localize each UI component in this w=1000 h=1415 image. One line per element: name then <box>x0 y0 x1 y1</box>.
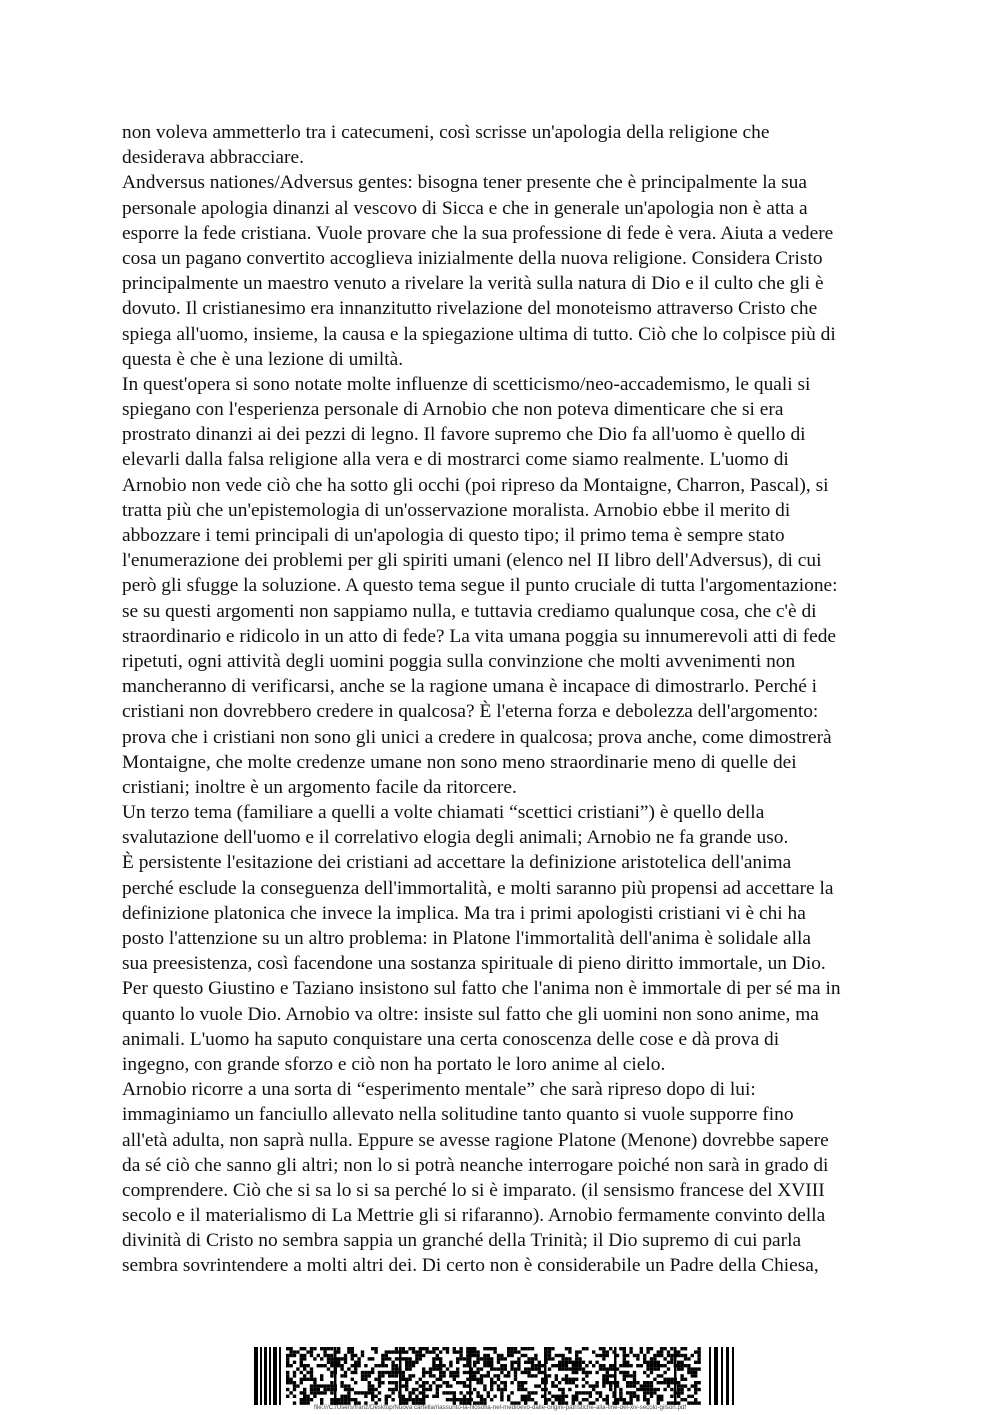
text-line: cosa un pagano convertito accoglieva inizialmente della nuova religione. Considera Cristo <box>122 247 823 269</box>
text-line: desiderava abbracciare. <box>122 147 304 169</box>
text-line: da sé ciò che sanno gli altri; non lo si potrà neanche interrogare poiché non sarà in grado di <box>122 1154 829 1176</box>
text-line: esporre la fede cristiana. Vuole provare che la sua professione di fede è vera. Aiuta a vedere <box>122 222 834 244</box>
text-line: all'età adulta, non saprà nulla. Eppure se avesse ragione Platone (Menone) dovrebbe sapere <box>122 1129 829 1151</box>
text-line: sua preesistenza, così facendone una sostanza spirituale di pieno diritto immortale, un Dio. <box>122 953 826 975</box>
text-line: È persistente l'esitazione dei cristiani ad accettare la definizione aristotelica dell'anima <box>122 852 792 874</box>
text-line: l'enumerazione dei problemi per gli spiriti umani (elenco nel II libro dell'Adversus), di cui <box>122 550 822 572</box>
text-line: tratta più che un'epistemologia di un'osservazione moralista. Arnobio ebbe il merito di <box>122 499 791 521</box>
text-line: Arnobio non vede ciò che ha sotto gli occhi (poi ripreso da Montaigne, Charron, Pascal), si <box>122 474 829 496</box>
text-line: posto l'attenzione su un altro problema: in Platone l'immortalità dell'anima è solidale alla <box>122 928 811 949</box>
text-line: In quest'opera si sono notate molte influenze di scetticismo/neo-accademismo, le quali si <box>122 373 811 395</box>
text-line: se su questi argomenti non sappiamo nulla, e tuttavia crediamo qualunque cosa, che c'è di <box>122 600 817 622</box>
text-line: Andversus nationes/Adversus gentes: bisogna tener presente che è principalmente la sua <box>122 172 807 194</box>
text-line: questa è che è una lezione di umiltà. <box>122 348 404 370</box>
text-line: divinità di Cristo no sembra sappia un granché della Trinità; il Dio supremo di cui parla <box>122 1230 802 1252</box>
text-line: quanto lo vuole Dio. Arnobio va oltre: insiste sul fatto che gli uomini non sono anime, ma <box>122 1003 819 1025</box>
text-line: ripetuti, ogni attività degli uomini poggia sulla convinzione che molti avvenimenti non <box>122 650 796 672</box>
text-line: prova che i cristiani non sono gli unici a credere in qualcosa; prova anche, come dimostrerà <box>122 726 832 748</box>
text-line: secolo e il materialismo di La Mettrie gli si rifaranno). Arnobio fermamente convinto della <box>122 1205 826 1227</box>
text-line: personale apologia dinanzi al vescovo di Sicca e che in generale un'apologia non è atta a <box>122 197 808 219</box>
text-line: non voleva ammetterlo tra i catecumeni, così scrisse un'apologia della religione che <box>122 122 770 143</box>
text-line: però gli sfugge la soluzione. A questo tema segue il punto cruciale di tutta l'argomentazione: <box>122 575 838 597</box>
footer-file-path: file:///C:/Users/franz/Desktop/Nuova cartella/riassunto-la-filosofia-nel-medioevo-dalle-origini-patristiche-alla-fine-del-xiv-secolo-gilson.pdf <box>313 1404 687 1411</box>
text-line: prostrato dinanzi ai dei pezzi di legno. Il favore supremo che Dio fa all'uomo è quello di <box>122 424 806 446</box>
text-line: straordinario e ridicolo in un atto di fede? La vita umana poggia su innumerevoli atti di fede <box>122 625 836 647</box>
text-line: cristiani; inoltre è un argomento facile da ritorcere. <box>122 776 517 798</box>
text-line: comprendere. Ciò che si sa lo si sa perché lo si è imparato. (il sensismo francese del XVIII <box>122 1179 825 1201</box>
text-line: Un terzo tema (familiare a quelli a volte chiamati “scettici cristiani”) è quello della <box>122 802 765 824</box>
text-line: principalmente un maestro venuto a rivelare la verità sulla natura di Dio e il culto che gli è <box>122 273 824 295</box>
text-line: spiegano con l'esperienza personale di Arnobio che non poteva dimenticare che si era <box>122 399 784 421</box>
text-line: definizione platonica che invece la implica. Ma tra i primi apologisti cristiani vi è chi ha <box>122 902 806 924</box>
text-line: Per questo Giustino e Taziano insistono sul fatto che l'anima non è immortale di per sé ma in <box>122 978 841 1000</box>
text-line: dovuto. Il cristianesimo era innanzitutto rivelazione del monoteismo attraverso Cristo che <box>122 298 818 320</box>
text-line: mancheranno di verificarsi, anche se la ragione umana è incapace di dimostrarlo. Perché i <box>122 676 818 698</box>
body-text <box>122 120 912 1279</box>
text-line: spiega all'uomo, insieme, la causa e la spiegazione ultima di tutto. Ciò che lo colpisce più di <box>122 323 836 345</box>
text-line: sembra sovrintendere a molti altri dei. Di certo non è considerabile un Padre della Chiesa, <box>122 1255 819 1277</box>
text-line: svalutazione dell'uomo e il correlativo elogia degli animali; Arnobio ne fa grande uso. <box>122 827 789 849</box>
text-line: ingegno, con grande sforzo e ciò non ha portato le loro anime al cielo. <box>122 1053 666 1075</box>
text-line: animali. L'uomo ha saputo conquistare una certa conoscenza delle cose e dà prova di <box>122 1028 780 1050</box>
text-line: abbozzare i temi principali di un'apologia di questo tipo; il primo tema è sempre stato <box>122 525 785 546</box>
text-line: Montaigne, che molte credenze umane non sono meno straordinarie meno di quelle dei <box>122 751 797 773</box>
text-line: Arnobio ricorre a una sorta di “esperimento mentale” che sarà ripreso dopo di lui: <box>122 1079 756 1101</box>
text-line: perché esclude la conseguenza dell'immortalità, e molti saranno più propensi ad accettare la <box>122 877 834 899</box>
barcode-image <box>254 1347 746 1405</box>
text-line: elevarli dalla falsa religione alla vera e di mostrarci come siamo realmente. L'uomo di <box>122 449 789 471</box>
text-line: cristiani non dovrebbero credere in qualcosa? È l'eterna forza e debolezza dell'argomento: <box>122 701 819 723</box>
text-line: immaginiamo un fanciullo allevato nella solitudine tanto quanto si vuole supporre fino <box>122 1104 794 1126</box>
